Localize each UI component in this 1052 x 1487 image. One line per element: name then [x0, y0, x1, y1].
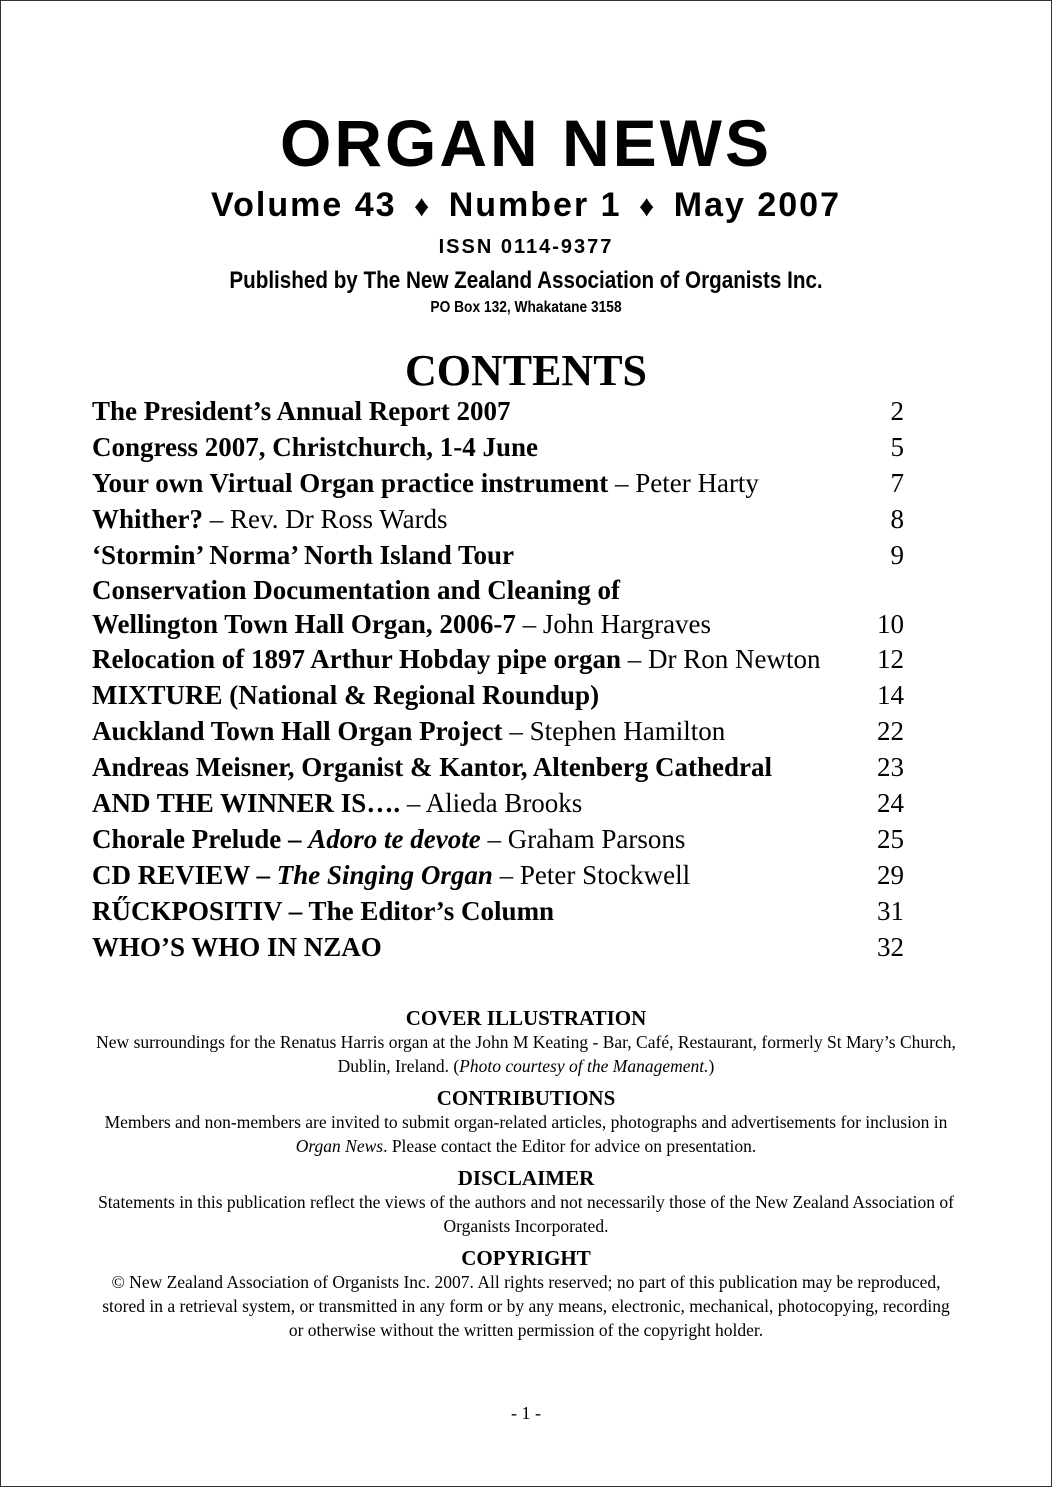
toc-entry-page: 31: [877, 896, 904, 926]
toc-entry-title: AND THE WINNER IS….: [92, 788, 401, 818]
toc-entry-page: 29: [877, 860, 904, 890]
notes-section: [96, 1006, 956, 1350]
toc-entry-author: – Dr Ron Newton: [621, 644, 821, 674]
toc-entry: [92, 857, 904, 893]
toc-entry-page: 24: [877, 788, 904, 818]
toc-entry: [92, 929, 904, 965]
toc-entry: [92, 785, 904, 821]
toc-entry-author: – Rev. Dr Ross Wards: [203, 504, 448, 534]
toc-entry-page: 23: [877, 752, 904, 782]
contents-heading: CONTENTS: [404, 346, 648, 395]
toc-entry-page: 22: [877, 716, 904, 746]
cover-illustration-close: ): [708, 1056, 715, 1076]
toc-entry-subtitle: The Singing Organ: [276, 860, 493, 890]
cover-illustration-text: [96, 1030, 956, 1078]
toc-entry: [92, 677, 904, 713]
toc-entry-author: – Graham Parsons: [480, 824, 686, 854]
toc-entry: [92, 713, 904, 749]
toc-entry-title: MIXTURE (National & Regional Roundup): [92, 680, 600, 710]
toc-entry: [92, 501, 904, 537]
toc-entry-page: 32: [877, 932, 904, 962]
toc-entry-subtitle: Adoro te devote: [308, 824, 481, 854]
toc-entry-author: – Alieda Brooks: [400, 788, 583, 818]
toc-entry: [92, 749, 904, 785]
page-title: ORGAN NEWS: [280, 106, 772, 180]
disclaimer-text: Statements in this publication reflect the views of the authors and not necessarily those of the New Zealand Association of Organists Incorporated.: [98, 1192, 954, 1236]
toc-entry-page: 9: [890, 540, 904, 570]
toc-entry-page: 14: [877, 680, 904, 710]
contributions-body-end: . Please contact the Editor for advice on presentation.: [383, 1136, 757, 1156]
toc-entry-page: 12: [877, 644, 904, 674]
toc-entry-author: – Stephen Hamilton: [502, 716, 726, 746]
toc-entry-title: Wellington Town Hall Organ, 2006-7: [92, 609, 516, 639]
toc-entry-page: 2: [890, 396, 904, 426]
copyright-heading: COPYRIGHT: [461, 1246, 591, 1270]
toc-entry-title: The President’s Annual Report 2007: [92, 396, 511, 426]
toc-entry-author: – Peter Stockwell: [492, 860, 691, 890]
toc-entry: [92, 641, 904, 677]
toc-entry-title-line1: Conservation Documentation and Cleaning of: [92, 575, 621, 605]
cover-illustration-body: New surroundings for the Renatus Harris organ at the John M Keating - Bar, Café, Restaurant, formerly St Mary’s Church, Dublin, Ireland. (: [96, 1032, 956, 1076]
diamond-icon: ♦: [413, 190, 432, 223]
toc-entry-page: 5: [890, 432, 904, 462]
toc-entry-title: ‘Stormin’ Norma’ North Island Tour: [92, 540, 515, 570]
toc-entry-page: 8: [890, 504, 904, 534]
publisher-address: PO Box 132, Whakatane 3158: [430, 299, 622, 316]
contributions-body: Members and non-members are invited to submit organ-related articles, photographs and advertisements for inclusion in: [104, 1112, 948, 1132]
toc-entry-title: Auckland Town Hall Organ Project: [92, 716, 503, 746]
toc-entry-title: Congress 2007, Christchurch, 1-4 June: [92, 432, 539, 462]
toc-entry: [92, 465, 904, 501]
toc-entry-page: 10: [877, 609, 904, 639]
issue-line: [1, 186, 1051, 225]
toc-entry: [92, 573, 904, 641]
copyright-text: © New Zealand Association of Organists Inc. 2007. All rights reserved; no part of this publication may be reproduced, stored in a retrieval system, or transmitted in any form or by any means, electronic, mechanical, photocopying, recording or otherwise without the written permission of the copyright holder.: [102, 1272, 950, 1340]
contributions-heading: CONTRIBUTIONS: [436, 1086, 616, 1110]
toc-entry: [92, 893, 904, 929]
issn: ISSN 0114-9377: [438, 236, 614, 258]
page-number: - 1 -: [511, 1403, 541, 1423]
toc-entry: [92, 429, 904, 465]
publication-name: Organ News: [295, 1136, 384, 1156]
toc-entry-title: Your own Virtual Organ practice instrument: [92, 468, 609, 498]
disclaimer-heading: DISCLAIMER: [457, 1166, 595, 1190]
toc-entry-title: Chorale Prelude –: [92, 824, 309, 854]
publisher: Published by The New Zealand Association of Organists Inc.: [229, 267, 823, 294]
photo-credit: Photo courtesy of the Management.: [459, 1056, 709, 1076]
toc-entry-page: 25: [877, 824, 904, 854]
toc-entry-title: Whither?: [92, 504, 203, 534]
toc-entry-title: RŰCKPOSITIV – The Editor’s Column: [92, 896, 555, 926]
toc-entry: [92, 537, 904, 573]
volume-label: Volume 43: [210, 186, 397, 224]
toc-entry-title: Relocation of 1897 Arthur Hobday pipe organ: [92, 644, 622, 674]
toc-entry-title: Andreas Meisner, Organist & Kantor, Altenberg Cathedral: [92, 752, 772, 782]
table-of-contents: [92, 393, 904, 965]
toc-entry-author: – Peter Harty: [608, 468, 759, 498]
toc-entry-title: WHO’S WHO IN NZAO: [92, 932, 382, 962]
cover-illustration-heading: COVER ILLUSTRATION: [405, 1006, 647, 1030]
contributions-text: [96, 1110, 956, 1158]
toc-entry-page: 7: [890, 468, 904, 498]
toc-entry: [92, 393, 904, 429]
number-label: Number 1: [448, 186, 622, 224]
toc-entry: [92, 821, 904, 857]
diamond-icon: ♦: [639, 190, 657, 223]
toc-entry-author: – John Hargraves: [515, 609, 712, 639]
toc-entry-title: CD REVIEW –: [92, 860, 277, 890]
date-label: May 2007: [673, 186, 842, 224]
